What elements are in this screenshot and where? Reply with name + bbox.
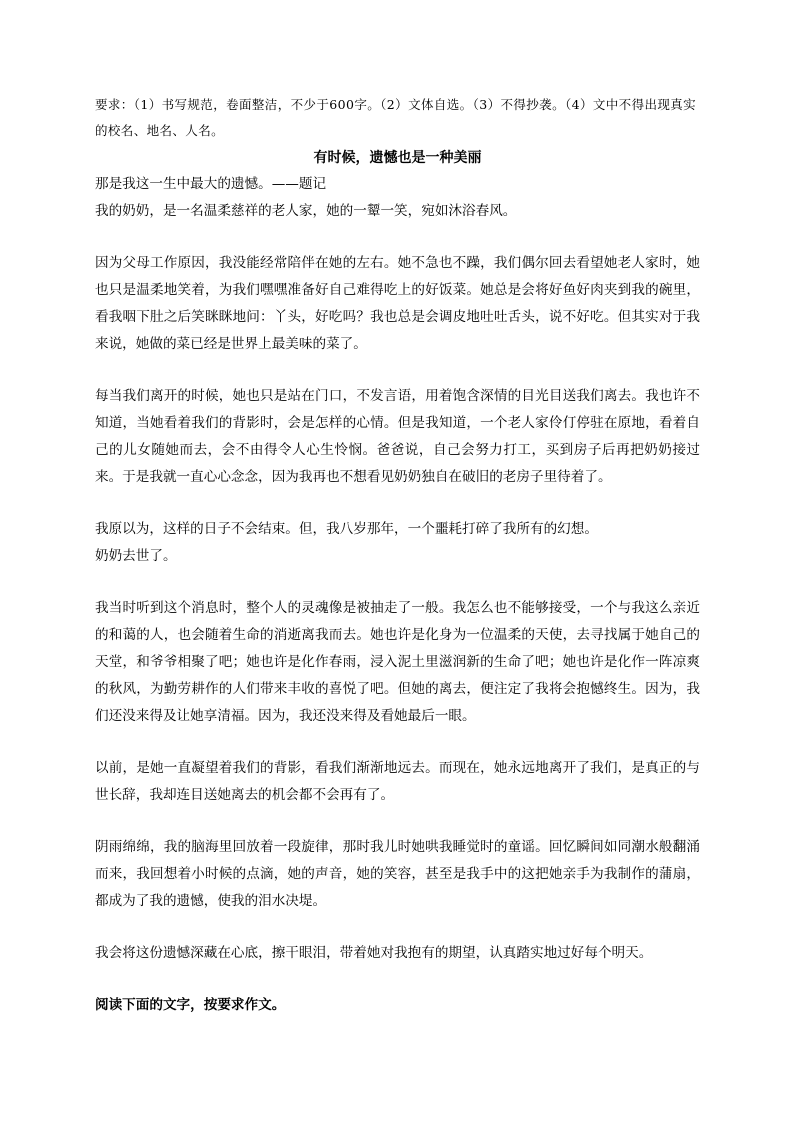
essay-paragraph: 我原以为，这样的日子不会结束。但，我八岁那年，一个噩耗打碎了我所有的幻想。 (95, 521, 598, 537)
essay-title: 有时候，遗憾也是一种美丽 (313, 150, 482, 166)
essay-paragraph: 我当时听到这个消息时，整个人的灵魂像是被抽走了一般。我怎么也不能够接受，一个与我这么亲近的和蔼的人，也会随着生命的消逝离我而去。她也许是化身为一位温柔的天使，去寻找属于她自己的天堂，和爷爷相聚了吧；她也许是化作春雨，浸入泥土里滋润新的生命了吧；她也许是化作一阵凉爽的秋风，为勤劳耕作的人们带来丰收的喜悦了吧。但她的离去，便注定了我将会抱憾终生。因为，我们还没来得及让她享清福。因为，我还没来得及看她最后一眼。 (95, 600, 700, 724)
essay-paragraph: 我会将这份遗憾深藏在心底，擦干眼泪，带着她对我抱有的期望，认真踏实地过好每个明天。 (95, 945, 653, 961)
writing-requirements: 要求：（1）书写规范，卷面整洁，不少于600字。（2）文体自选。（3）不得抄袭。（4）文中不得出现真实的校名、地名、人名。 (95, 97, 697, 138)
essay-paragraph: 阴雨绵绵，我的脑海里回放着一段旋律，那时我儿时她哄我睡觉时的童谣。回忆瞬间如同潮水般翻涌而来，我回想着小时候的点滴，她的声音，她的笑容，甚至是我手中的这把她亲手为我制作的蒲扇，都成为了我的遗憾，使我的泪水决堤。 (95, 839, 700, 909)
essay-paragraph: 我的奶奶，是一名温柔慈祥的老人家，她的一颦一笑，宛如沐浴春风。 (95, 203, 517, 219)
essay-paragraph: 以前，是她一直凝望着我们的背影，看我们渐渐地远去。而现在，她永远地离开了我们，是真正的与世长辞，我却连目送她离去的机会都不会再有了。 (95, 760, 700, 803)
essay-paragraph: 奶奶去世了。 (95, 548, 177, 564)
document-page (95, 92, 700, 1019)
essay-paragraph: 因为父母工作原因，我没能经常陪伴在她的左右。她不急也不躁，我们偶尔回去看望她老人家时，她也只是温柔地笑着，为我们嘿嘿准备好自己难得吃上的好饭菜。她总是会将好鱼好肉夹到我的碗里，看我咽下肚之后笑眯眯地问：丫头，好吃吗？我也总是会调皮地吐吐舌头，说不好吃。但其实对于我来说，她做的菜已经是世界上最美味的菜了。 (95, 255, 700, 352)
essay-paragraph: 每当我们离开的时候，她也只是站在门口，不发言语，用着饱含深情的目光目送我们离去。我也许不知道，当她看着我们的背影时，会是怎样的心情。但是我知道，一个老人家伶仃停驻在原地，看着自己的儿女随她而去，会不由得令人心生怜悯。爸爸说，自己会努力打工，买到房子后再把奶奶接过来。于是我就一直心心念念，因为我再也不想看见奶奶独自在破旧的老房子里待着了。 (95, 388, 700, 485)
essay-epigraph: 那是我这一生中最大的遗憾。——题记 (95, 176, 327, 192)
next-writing-prompt: 阅读下面的文字，按要求作文。 (95, 997, 286, 1013)
